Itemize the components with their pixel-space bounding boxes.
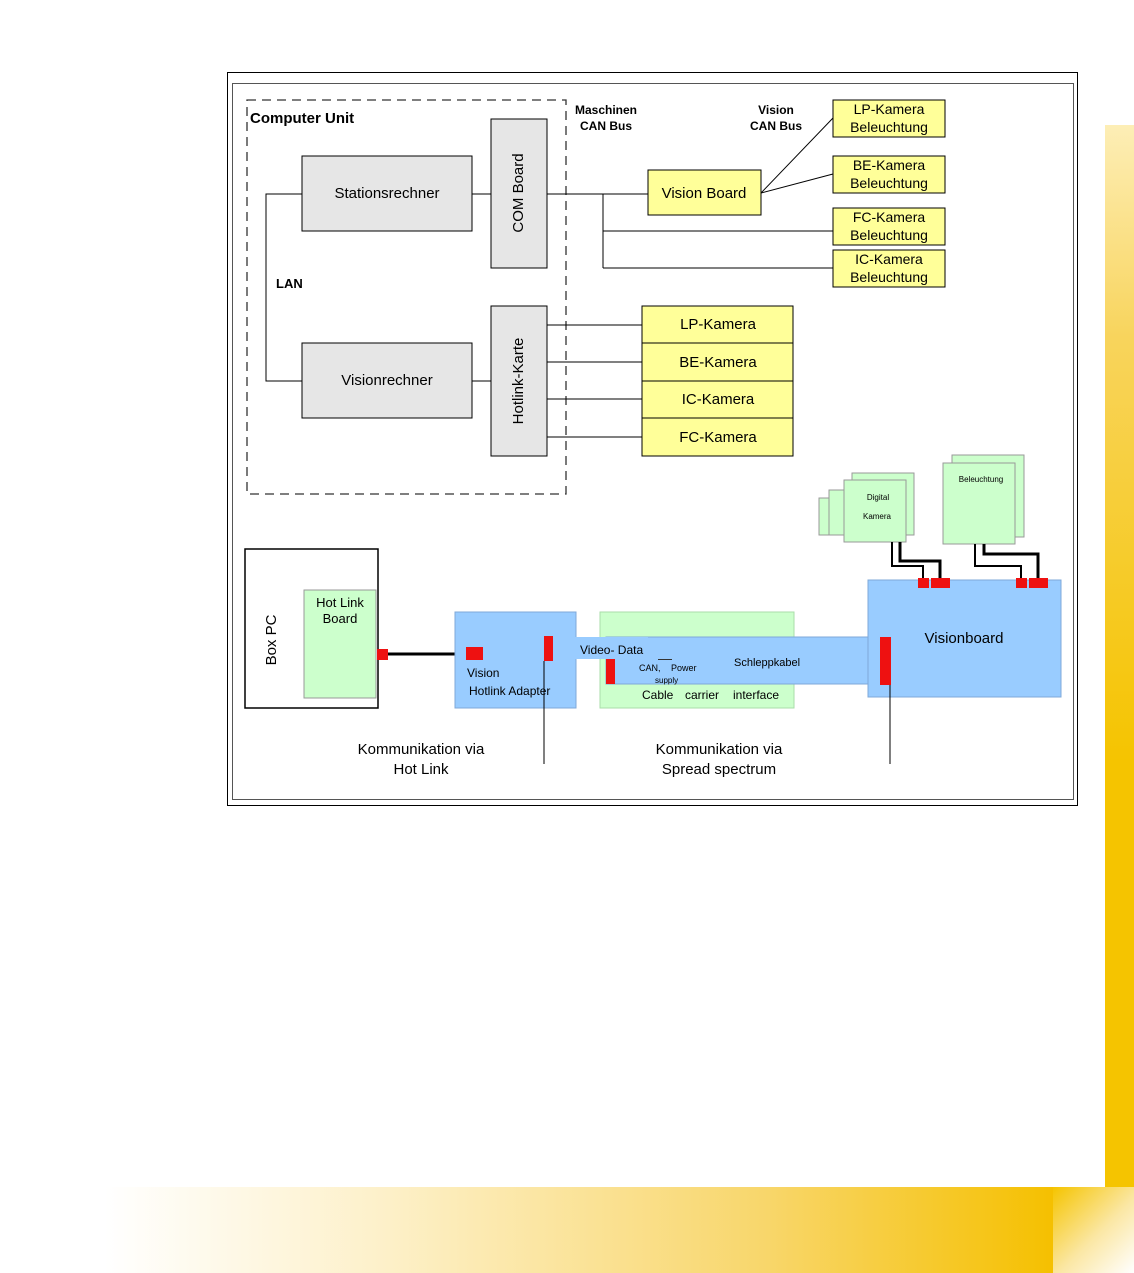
- vb-top-connector-2: [931, 578, 950, 588]
- video-data-label: Video- Data: [580, 643, 644, 657]
- hot-link-board-line2: Board: [322, 611, 358, 626]
- ic-beleuchtung-line2: Beleuchtung: [850, 269, 928, 285]
- computer-unit-label: Computer Unit: [250, 110, 355, 127]
- digital-kamera-box: [844, 480, 906, 542]
- ic-beleuchtung-line1: IC-Kamera: [855, 251, 923, 267]
- visionrechner-label: Visionrechner: [341, 372, 433, 389]
- kamera-label: Kamera: [862, 512, 892, 521]
- lp-beleuchtung-line2: Beleuchtung: [850, 119, 928, 135]
- fc-beleuchtung-line1: FC-Kamera: [852, 209, 926, 225]
- lan-label: LAN: [276, 276, 303, 291]
- hot-link-board-line1: Hot Link: [316, 595, 364, 610]
- vision-bus-label-2: CAN Bus: [749, 119, 803, 133]
- schleppkabel-label: Schleppkabel: [734, 657, 801, 669]
- vision-adapter-line1: Vision: [467, 666, 500, 680]
- vb-top-connector-4: [1029, 578, 1048, 588]
- be-beleuchtung-line2: Beleuchtung: [850, 175, 928, 191]
- vb-top-connector-3: [1016, 578, 1027, 588]
- hotlink-karte-label: Hotlink-Karte: [510, 337, 527, 425]
- fc-kamera-label: FC-Kamera: [679, 429, 757, 446]
- ic-kamera-label: IC-Kamera: [681, 391, 755, 408]
- box-pc-label: Box PC: [263, 614, 280, 666]
- fc-beleuchtung-line2: Beleuchtung: [850, 227, 928, 243]
- maschinen-bus-label-2: CAN Bus: [579, 119, 633, 133]
- can-power-divider: [658, 659, 672, 660]
- cable-carrier-connector: [606, 659, 615, 684]
- carrier-label: carrier: [685, 688, 720, 702]
- lp-beleuchtung-line1: LP-Kamera: [853, 101, 925, 117]
- comm-spread-line2: Spread spectrum: [661, 761, 777, 778]
- video-data-connector: [544, 636, 553, 661]
- power-label: Power: [671, 663, 697, 673]
- lp-kamera-label: LP-Kamera: [680, 316, 756, 333]
- cable-label: Cable: [642, 688, 674, 702]
- supply-label: supply: [655, 676, 679, 685]
- vision-board-label: Vision Board: [661, 185, 747, 202]
- stationsrechner-label: Stationsrechner: [334, 185, 440, 202]
- vb-top-connector-1: [918, 578, 929, 588]
- comm-hotlink-line1: Kommunikation via: [357, 741, 485, 758]
- be-kamera-label: BE-Kamera: [679, 354, 757, 371]
- comm-hotlink-line2: Hot Link: [393, 761, 449, 778]
- vision-bus-label-1: Vision: [758, 103, 794, 117]
- visionboard-connector: [880, 637, 891, 685]
- interface-label: interface: [733, 688, 780, 702]
- comm-spread-line1: Kommunikation via: [655, 741, 783, 758]
- visionboard-label: Visionboard: [924, 630, 1004, 647]
- maschinen-bus-label-1: Maschinen: [574, 103, 638, 117]
- com-board-label: COM Board: [510, 153, 527, 233]
- adapter-connector: [466, 647, 483, 660]
- beleuchtung-label: Beleuchtung: [958, 475, 1004, 484]
- digital-label: Digital: [866, 493, 890, 502]
- vision-adapter-line2: Hotlink Adapter: [469, 684, 551, 698]
- can-label: CAN,: [639, 663, 661, 673]
- box-pc-connector: [377, 649, 388, 660]
- be-beleuchtung-line1: BE-Kamera: [852, 157, 926, 173]
